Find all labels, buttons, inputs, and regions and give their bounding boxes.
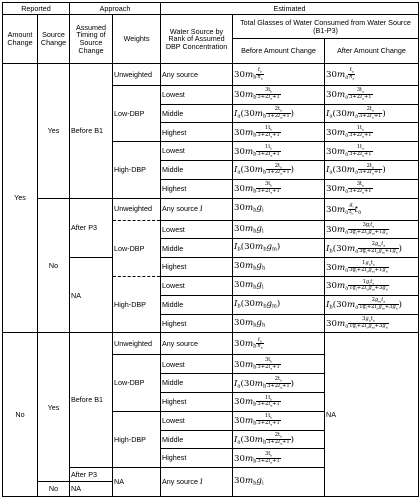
formula-after: $I_a(30m_a$ $\frac{2t_a}{3+2I_a+1}$ ) (325, 161, 419, 180)
timing-after-p3: After P3 (70, 198, 113, 258)
rank-highest: Highest (161, 314, 233, 333)
rank-middle: Middle (161, 295, 233, 314)
formula-after: $30m_a$ $\frac{1t_a}{3+2I_a+1}$ (325, 123, 419, 142)
formula-after: $30m_a$ $\frac{1g_lt_a}{1g_l+2I_bg_m+3g_h}$ (325, 277, 419, 296)
rank-any-source-i: Any source i (161, 198, 233, 220)
rank-lowest: Lowest (161, 277, 233, 296)
rank-middle: Middle (161, 430, 233, 449)
rank-any-source: Any source (161, 63, 233, 85)
source-change-yes: Yes (38, 333, 70, 482)
formula-after: $I_b(30m_a$ $\frac{2g_mt_a}{3g_l+2I_bg_m+1g_h}$ ) (325, 239, 419, 258)
weights-low-dbp: Low-DBP (113, 355, 161, 411)
formula-before: $I_a(30m_b$ $\frac{2t_b}{3+2I_a+1}$ ) (233, 161, 325, 180)
rank-any-source: Any source (161, 333, 233, 355)
formula-before: $30m_b$ $\frac{1t_b}{3+2I_a+1}$ (233, 142, 325, 161)
weights-na: NA (113, 468, 161, 497)
timing-na: NA (70, 258, 113, 333)
rank-lowest: Lowest (161, 220, 233, 239)
weights-low-dbp: Low-DBP (113, 220, 161, 276)
weights-unweighted: Unweighted (113, 333, 161, 355)
rank-highest: Highest (161, 123, 233, 142)
timing-before-b1: Before B1 (70, 63, 113, 198)
formula-before: $30m_b$ $\frac{3t_b}{3+2I_a+1}$ (233, 355, 325, 374)
formula-after: $30m_a$ $\frac{3t_a}{3+2I_a+1}$ (325, 85, 419, 104)
formula-before: $30m_b$ $\frac{1t_b}{3+2I_a+1}$ (233, 123, 325, 142)
formula-before: $30m_b$ $\frac{t_b}{n_a}$ (233, 63, 325, 85)
rank-middle: Middle (161, 161, 233, 180)
header-weights: Weights (113, 15, 161, 64)
header-before-amount: Before Amount Change (233, 39, 325, 63)
formula-before: $30m_bg_i$ (233, 468, 325, 497)
rank-middle: Middle (161, 374, 233, 393)
estimation-table (2, 2, 419, 497)
formula-before: $30m_b$ $\frac{1t_b}{3+2I_a+1}$ (233, 411, 325, 430)
formula-before: $30m_b$ $\frac{3t_b}{3+2I_a+1}$ (233, 85, 325, 104)
formula-before: $30m_b$ $\frac{3t_b}{3+2I_a+1}$ (233, 179, 325, 198)
timing-before-b1: Before B1 (70, 333, 113, 468)
header-after-amount: After Amount Change (325, 39, 419, 63)
weights-high-dbp: High-DBP (113, 411, 161, 467)
weights-low-dbp: Low-DBP (113, 85, 161, 141)
formula-after: $I_a(30m_a$ $\frac{2t_a}{3+2I_a+1}$ ) (325, 104, 419, 123)
header-estimated: Estimated (161, 3, 419, 15)
header-amount-change: Amount Change (3, 15, 38, 64)
weights-high-dbp: High-DBP (113, 277, 161, 333)
source-change-no: No (38, 482, 70, 497)
source-change-yes: Yes (38, 63, 70, 198)
formula-after: $30m_a$ $\frac{3t_a}{3+2I_a+1}$ (325, 179, 419, 198)
timing-na: NA (70, 482, 113, 497)
formula-before: $I_b(30m_bg_m)$ (233, 239, 325, 258)
rank-middle: Middle (161, 239, 233, 258)
formula-before: $30m_b$ $\frac{1t_b}{3+2I_a+1}$ (233, 393, 325, 412)
formula-before: $30m_b$ $\frac{t_b}{n_a}$ (233, 333, 325, 355)
amount-change-yes: Yes (3, 63, 38, 333)
header-timing: Assumed Timing of Source Change (70, 15, 113, 64)
header-reported: Reported (3, 3, 70, 15)
amount-change-no: No (3, 333, 38, 497)
after-amount-na: NA (325, 333, 419, 497)
header-source-change: Source Change (38, 15, 70, 64)
header-approach: Approach (70, 3, 161, 15)
header-total-glasses: Total Glasses of Water Consumed from Water Source (B1-P3) (233, 15, 419, 39)
source-change-no: No (38, 198, 70, 333)
header-water-source-rank: Water Source by Rank of Assumed DBP Concentration (161, 15, 233, 64)
rank-highest: Highest (161, 449, 233, 468)
rank-middle: Middle (161, 104, 233, 123)
formula-before: $I_a(30m_b$ $\frac{2t_b}{3+2I_a+1}$ ) (233, 430, 325, 449)
formula-after: $30m_a$ $\frac{1g_ht_a}{3g_l+2I_bg_m+1g_h}$ (325, 258, 419, 277)
formula-before: $I_a(30m_b$ $\frac{2t_b}{3+2I_a+1}$ ) (233, 104, 325, 123)
rank-lowest: Lowest (161, 142, 233, 161)
formula-before: $30m_bg_h$ (233, 314, 325, 333)
formula-before: $I_b(30m_bg_m)$ (233, 295, 325, 314)
formula-before: $30m_bg_l$ (233, 277, 325, 296)
weights-unweighted: Unweighted (113, 63, 161, 85)
formula-after: $I_b(30m_a$ $\frac{2g_mt_a}{1g_l+2I_bg_m+3g_h}$ ) (325, 295, 419, 314)
weights-high-dbp: High-DBP (113, 142, 161, 198)
formula-after: $30m_a$ $\frac{1t_a}{3+2I_a+1}$ (325, 142, 419, 161)
formula-after: $30m_a$ $\frac{t_a}{n_a}$ (325, 63, 419, 85)
formula-after: $30m_a$ $\frac{3g_lt_a}{3g_l+2I_bg_m+1g_h}$ (325, 220, 419, 239)
rank-any-source-i: Any source i (161, 468, 233, 497)
weights-unweighted: Unweighted (113, 198, 161, 220)
formula-before: $30m_b$ $\frac{3t_b}{3+2I_a+1}$ (233, 449, 325, 468)
formula-before: $I_a(30m_b$ $\frac{2t_b}{3+2I_a+1}$ ) (233, 374, 325, 393)
timing-after-p3: After P3 (70, 468, 113, 482)
rank-lowest: Lowest (161, 85, 233, 104)
rank-lowest: Lowest (161, 411, 233, 430)
rank-highest: Highest (161, 179, 233, 198)
formula-before: $30m_bg_i$ (233, 198, 325, 220)
formula-after: $30m_a$ $\frac{g_i}{t_b}$ $t_a$ (325, 198, 419, 220)
rank-lowest: Lowest (161, 355, 233, 374)
formula-before: $30m_bg_h$ (233, 258, 325, 277)
rank-highest: Highest (161, 393, 233, 412)
rank-highest: Highest (161, 258, 233, 277)
formula-after: $30m_a$ $\frac{3g_ht_a}{1g_l+2I_bg_m+3g_h}$ (325, 314, 419, 333)
formula-before: $30m_bg_l$ (233, 220, 325, 239)
